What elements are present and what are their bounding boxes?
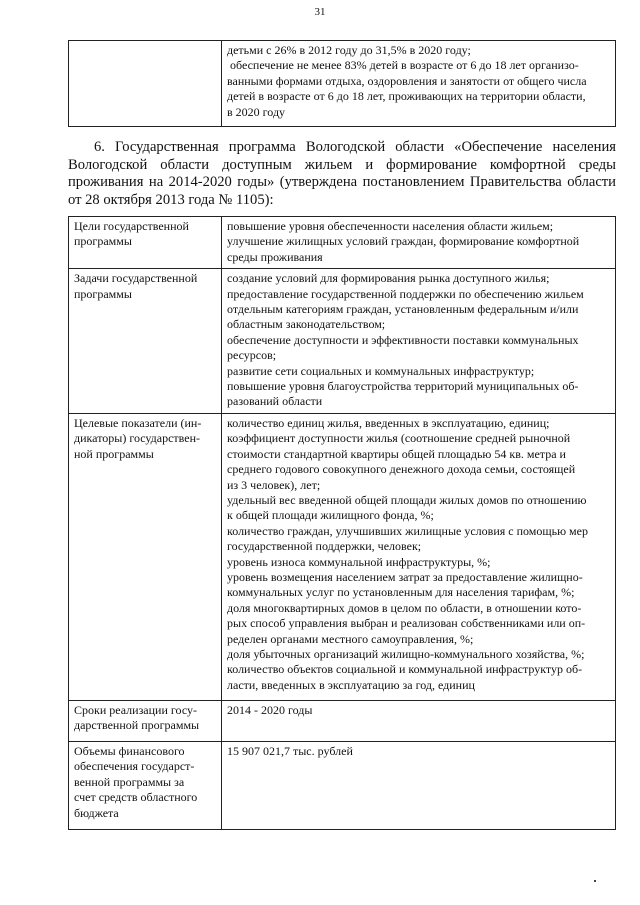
text-line: ресурсов; [227,348,277,363]
text-line: 15 907 021,7 тыс. рублей [227,743,353,758]
text-line: доля многоквартирных домов в целом по области, в отношении кото- [227,600,582,615]
text-line: отдельным категориям граждан, установленным федеральным и/или [227,302,579,317]
text-line: количество объектов социальной и коммунальной инфраструктур об- [227,662,583,677]
text-line: государственной поддержки, человек; [227,539,422,554]
text-line: областным законодательством; [227,317,386,332]
text-line: обеспечение не менее 83% детей в возрасте от 6 до 18 лет организо- [227,58,579,73]
text-line: предоставление государственной поддержки по обеспечению жильем [227,286,584,301]
text-line: развитие сети социальных и коммунальных инфраструктур; [227,363,535,378]
continuation-row [69,41,616,127]
label-cell [69,269,222,414]
label-line: счет средств областного [74,790,198,805]
label-line: Целевые показатели (ин- [74,415,202,430]
label-line: Сроки реализации госу- [74,702,197,717]
text-line: ределен органами местного самоуправления, %; [227,631,474,646]
text-line: стоимости стандартной квартиры общей площадью 54 кв. метра и [227,446,566,461]
section-heading-text: 6. Государственная программа Вологодской области «Обеспечение населения Вологодской области доступным жильем и формирование комфортной среды проживания на 2014-2020 годы» (утверждена постановлением Правительства области от 28 октября 2013 года № 1105): [68,139,616,208]
page-number: 31 [314,6,326,18]
text-line: детьми с 26% в 2012 году до 31,5% в 2020 году; [227,43,471,57]
table-row-timeline [69,700,616,741]
text-line: улучшение жилищных условий граждан, формирование комфортной [227,234,580,249]
table-row-goals [69,217,616,269]
label-line: дарственной программы [74,718,200,733]
text-line: создание условий для формирования рынка доступного жилья; [227,271,550,286]
label-cell [69,217,222,269]
label-line: бюджета [74,805,119,820]
label-line: программы [74,286,132,301]
text-line: удельный вес введенной общей площади жилых домов по отношению [227,492,587,507]
text-line: повышение уровня благоустройства территорий муниципальных об- [227,379,579,394]
text-line: ванными формами отдыха, оздоровления и занятости от общего числа [227,73,587,88]
text-line: уровень износа коммунальной инфраструктуры, %; [227,554,491,569]
text-line: обеспечение доступности и эффективности поставки коммунальных [227,332,579,347]
label-cell [69,413,222,700]
label-line: программы [74,234,132,249]
label-cell [69,700,222,741]
content-cell [222,700,616,741]
text-line: разований области [227,394,323,409]
text-line: ласти, введенных в эксплуатацию за год, единиц [227,677,475,692]
text-line: коммунальных услуг по установленным для населения тарифам, %; [227,585,575,600]
scan-speck [594,880,596,882]
text-line: к общей площади жилищного фонда, %; [227,508,434,523]
label-line: Объемы финансового [74,743,185,758]
text-line: детей в возрасте от 6 до 18 лет, проживающих на территории области, [227,89,586,104]
text-line: 2014 - 2020 годы [227,702,313,717]
label-line: ной программы [74,446,154,461]
label-line: Цели государственной [74,219,189,233]
text-line: рых способ управления выбран и реализован собственниками или оп- [227,616,586,631]
label-line: дикаторы) государствен- [74,431,201,446]
text-line: количество граждан, улучшивших жилищные условия с помощью мер [227,523,588,538]
text-line: уровень возмещения населением затрат за предоставление жилищно- [227,569,583,584]
table-row-funding [69,741,616,829]
continuation-label-cell [69,41,222,127]
text-line: повышение уровня обеспеченности населения области жильем; [227,219,554,233]
text-line: в 2020 году [227,104,286,119]
table-row-tasks [69,269,616,414]
table-row-indicators [69,413,616,700]
content-cell [222,413,616,700]
text-line: коэффициент доступности жилья (соотношение средней рыночной [227,431,571,446]
section-heading [68,139,616,209]
content-cell [222,269,616,414]
continuation-content-cell [222,41,616,127]
label-line: Задачи государственной [74,271,198,286]
text-line: среды проживания [227,249,323,264]
label-cell [69,741,222,829]
label-line: обеспечения государст- [74,759,195,774]
text-line: доля убыточных организаций жилищно-коммунального хозяйства, %; [227,646,585,661]
content-cell [222,741,616,829]
label-line: венной программы за [74,774,185,789]
continuation-table [68,40,616,127]
content-cell [222,217,616,269]
text-line: среднего годового совокупного денежного дохода семьи, состоящей [227,462,576,477]
program-passport-table [68,216,616,830]
text-line: количество единиц жилья, введенных в эксплуатацию, единиц; [227,415,550,430]
text-line: из 3 человек), лет; [227,477,321,492]
